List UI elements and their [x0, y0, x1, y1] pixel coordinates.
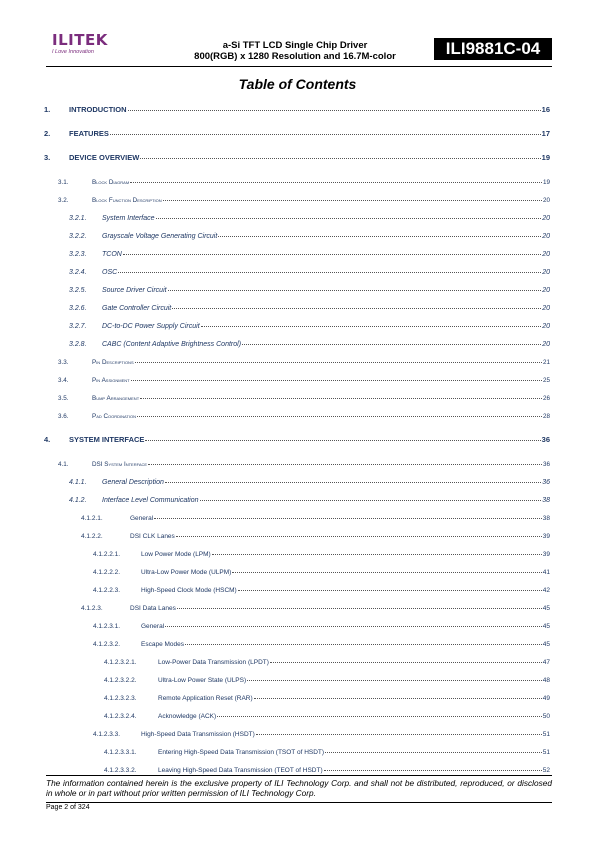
toc-entry[interactable]	[44, 190, 550, 204]
toc-entry-title: FEATURES	[69, 129, 109, 138]
toc-entry-page: 20	[542, 323, 550, 330]
toc-entry-page: 38	[542, 515, 550, 522]
toc-entry-title: Low Power Mode (LPM)	[141, 551, 211, 558]
toc-entry-number: 4.1.2.3.1.	[93, 623, 121, 630]
toc-entry-number: 4.1.2.3.3.2.	[104, 767, 137, 774]
toc-entry[interactable]	[44, 100, 550, 114]
toc-dot-leader	[201, 326, 542, 327]
toc-entry-number: 3.2.5.	[69, 287, 87, 294]
toc-entry-title: TCON	[102, 251, 122, 258]
toc-entry-title: Interface Level Communication	[102, 497, 199, 504]
toc-entry[interactable]	[44, 334, 550, 348]
toc-entry-page: 36	[542, 479, 550, 486]
toc-entry-title: DEVICE OVERVIEW	[69, 153, 140, 162]
toc-entry-number: 4.1.2.2.	[81, 533, 103, 540]
toc-entry-number: 3.2.2.	[69, 233, 87, 240]
toc-entry-page: 36	[542, 461, 550, 468]
toc-dot-leader	[130, 182, 542, 183]
toc-entry-title: General	[130, 515, 154, 522]
toc-dot-leader	[172, 308, 541, 309]
toc-entry-title: DSI CLK Lanes	[130, 533, 175, 540]
confidentiality-notice: The information contained herein is the exclusive property of ILI Technology Corp. and shall not be distributed, reproduced, or disclosed in whole or in part without prior written permission of ILI Technology Corp.	[46, 778, 552, 798]
toc-entry-page: 28	[542, 413, 550, 420]
toc-entry-number: 4.1.2.3.2.	[93, 641, 121, 648]
toc-entry-page: 41	[542, 569, 550, 576]
toc-entry-title: Ultra-Low Power State (ULPS)	[158, 677, 247, 684]
toc-dot-leader	[254, 698, 542, 699]
toc-entry[interactable]	[44, 280, 550, 294]
toc-entry-page: 51	[542, 749, 550, 756]
toc-dot-leader	[163, 200, 542, 201]
toc-entry[interactable]	[44, 262, 550, 276]
toc-entry-number: 4.1.2.3.2.1.	[104, 659, 137, 666]
toc-entry-page: 50	[542, 713, 550, 720]
toc-entry-title: System Interface	[102, 215, 155, 222]
toc-dot-leader	[110, 134, 541, 135]
toc-dot-leader	[154, 518, 542, 519]
toc-entry[interactable]	[44, 472, 550, 486]
logo-wordmark: ILITEK	[52, 31, 108, 49]
toc-entry-number: 3.1.	[58, 179, 69, 186]
toc-entry-title: Pin Assignment	[92, 377, 130, 384]
toc-entry-number: 4.1.2.3.	[81, 605, 103, 612]
toc-dot-leader	[137, 416, 542, 417]
toc-entry-number: 3.3.	[58, 359, 69, 366]
footer-rule-top	[46, 775, 552, 776]
toc-entry-page: 26	[542, 395, 550, 402]
toc-entry-number: 4.1.2.	[69, 497, 87, 504]
toc-entry-number: 4.1.	[58, 461, 69, 468]
toc-entry-number: 3.6.	[58, 413, 69, 420]
toc-entry-title: CABC (Content Adaptive Brightness Control)	[102, 341, 242, 348]
toc-entry-number: 4.1.1.	[69, 479, 87, 486]
toc-dot-leader	[270, 662, 542, 663]
toc-entry-page: 20	[542, 215, 550, 222]
toc-entry[interactable]	[44, 454, 550, 468]
toc-entry-number: 4.1.2.2.2.	[93, 569, 121, 576]
toc-entry[interactable]	[44, 430, 550, 444]
toc-entry-title: General	[141, 623, 165, 630]
toc-heading: Table of Contents	[238, 76, 357, 92]
toc-dot-leader	[177, 608, 542, 609]
toc-entry[interactable]	[44, 724, 550, 738]
toc-entry-page: 52	[542, 767, 550, 774]
toc-dot-leader	[217, 716, 542, 717]
logo-tagline: I Love Innovation	[52, 49, 94, 55]
toc-dot-leader	[118, 272, 541, 273]
toc-entry-title: DC-to-DC Power Supply Circuit	[102, 323, 200, 330]
toc-entry[interactable]	[44, 406, 550, 420]
toc-entry-page: 45	[542, 641, 550, 648]
toc-entry-page: 25	[542, 377, 550, 384]
toc-dot-leader	[218, 236, 541, 237]
toc-entry[interactable]	[44, 760, 550, 774]
toc-entry-number: 3.5.	[58, 395, 69, 402]
toc-entry-page: 16	[541, 105, 550, 114]
toc-entry-page: 47	[542, 659, 550, 666]
toc-entry-title: Pin Descriptions	[92, 359, 134, 366]
toc-entry[interactable]	[44, 598, 550, 612]
toc-entry-title: Block Function Description	[92, 197, 162, 204]
toc-entry[interactable]	[44, 562, 550, 576]
toc-dot-leader	[325, 752, 542, 753]
toc-dot-leader	[135, 362, 542, 363]
toc-entry-page: 20	[542, 197, 550, 204]
toc-entry-number: 3.2.	[58, 197, 69, 204]
toc-entry-number: 4.1.2.3.3.	[93, 731, 121, 738]
toc-entry-title: Acknowledge (ACK)	[158, 713, 217, 720]
toc-entry-title: Block Diagram	[92, 179, 130, 186]
toc-dot-leader	[165, 626, 542, 627]
toc-entry-page: 20	[542, 233, 550, 240]
toc-entry-page: 49	[542, 695, 550, 702]
toc-entry-number: 4.1.2.3.3.1.	[104, 749, 137, 756]
toc-dot-leader	[232, 572, 541, 573]
document-title-line1: a-Si TFT LCD Single Chip Driver	[222, 40, 368, 51]
toc-entry-number: 3.4.	[58, 377, 69, 384]
toc-entry[interactable]	[44, 124, 550, 138]
toc-entry-number: 3.2.7.	[69, 323, 87, 330]
toc-entry[interactable]	[44, 490, 550, 504]
toc-dot-leader	[148, 464, 542, 465]
toc-entry[interactable]	[44, 706, 550, 720]
toc-entry-title: Leaving High-Speed Data Transmission (TEOT of HSDT)	[158, 767, 323, 774]
toc-entry[interactable]	[44, 244, 550, 258]
toc-entry[interactable]	[44, 370, 550, 384]
toc-entry-number: 4.	[44, 435, 51, 444]
toc-entry-title: Source Driver Circuit	[102, 287, 167, 294]
toc-entry-page: 45	[542, 623, 550, 630]
toc-entry[interactable]	[44, 508, 550, 522]
toc-entry[interactable]	[44, 208, 550, 222]
toc-entry-number: 4.1.2.1.	[81, 515, 103, 522]
toc-entry-page: 20	[542, 251, 550, 258]
toc-entry-title: Pad Coordination	[92, 413, 136, 420]
toc-entry[interactable]	[44, 526, 550, 540]
toc-entry-number: 1.	[44, 105, 51, 114]
toc-entry-title: DSI Data Lanes	[130, 605, 176, 612]
toc-entry-title: Bump Arrangement	[92, 395, 140, 402]
toc-dot-leader	[256, 734, 542, 735]
toc-dot-leader	[140, 158, 540, 159]
toc-entry-title: INTRODUCTION	[69, 105, 127, 114]
toc-entry-page: 39	[542, 551, 550, 558]
toc-dot-leader	[247, 680, 542, 681]
toc-entry-number: 3.2.8.	[69, 341, 87, 348]
toc-entry[interactable]	[44, 670, 550, 684]
header-rule	[46, 66, 552, 67]
toc-entry-page: 42	[542, 587, 550, 594]
toc-dot-leader	[123, 254, 541, 255]
toc-entry[interactable]	[44, 388, 550, 402]
footer-rule-bottom	[46, 802, 552, 803]
toc-entry[interactable]	[44, 352, 550, 366]
toc-dot-leader	[128, 110, 541, 111]
toc-entry-number: 4.1.2.2.1.	[93, 551, 121, 558]
toc-entry-page: 38	[542, 497, 550, 504]
toc-entry-page: 45	[542, 605, 550, 612]
toc-dot-leader	[324, 770, 542, 771]
toc-entry-number: 2.	[44, 129, 51, 138]
toc-entry[interactable]	[44, 148, 550, 162]
toc-entry-number: 3.2.4.	[69, 269, 87, 276]
toc-entry-title: Entering High-Speed Data Transmission (TSOT of HSDT)	[158, 749, 325, 756]
toc-entry-page: 36	[541, 435, 550, 444]
document-title-line2: 800(RGB) x 1280 Resolution and 16.7M-color	[194, 51, 396, 62]
toc-entry-title: SYSTEM INTERFACE	[69, 435, 145, 444]
toc-entry-title: OSC	[102, 269, 118, 276]
page-header	[46, 30, 552, 66]
ilitek-logo	[52, 32, 108, 56]
toc-entry[interactable]	[44, 634, 550, 648]
toc-entry-title: Low-Power Data Transmission (LPDT)	[158, 659, 269, 666]
toc-entry-title: Ultra-Low Power Mode (ULPM)	[141, 569, 232, 576]
toc-dot-leader	[200, 500, 542, 501]
toc-entry-page: 17	[541, 129, 550, 138]
toc-entry-title: Gate Controller Circuit	[102, 305, 172, 312]
toc-dot-leader	[242, 344, 541, 345]
toc-entry[interactable]	[44, 742, 550, 756]
toc-dot-leader	[168, 290, 542, 291]
toc-entry-title: High-Speed Clock Mode (HSCM)	[141, 587, 237, 594]
toc-dot-leader	[238, 590, 542, 591]
toc-entry[interactable]	[44, 688, 550, 702]
toc-entry-number: 4.1.2.3.2.3.	[104, 695, 137, 702]
toc-dot-leader	[145, 440, 540, 441]
toc-entry-page: 20	[542, 305, 550, 312]
toc-entry-page: 21	[542, 359, 550, 366]
toc-entry[interactable]	[44, 226, 550, 240]
toc-entry-number: 3.2.3.	[69, 251, 87, 258]
toc-entry-title: Remote Application Reset (RAR)	[158, 695, 253, 702]
toc-entry[interactable]	[44, 172, 550, 186]
toc-dot-leader	[140, 398, 542, 399]
toc-entry-number: 3.2.1.	[69, 215, 87, 222]
toc-dot-leader	[185, 644, 542, 645]
toc-entry-title: Grayscale Voltage Generating Circuit	[102, 233, 218, 240]
toc-entry-page: 19	[542, 179, 550, 186]
toc-dot-leader	[131, 380, 542, 381]
document-title	[180, 40, 410, 62]
toc-entry-page: 48	[542, 677, 550, 684]
toc-dot-leader	[165, 482, 541, 483]
toc-entry[interactable]	[44, 298, 550, 312]
toc-entry-title: Escape Modes	[141, 641, 184, 648]
toc-entry-number: 3.	[44, 153, 51, 162]
toc-entry-title: DSI System Interface	[92, 461, 148, 468]
toc-entry-title: General Description	[102, 479, 164, 486]
toc-entry-page: 20	[542, 269, 550, 276]
toc-entry[interactable]	[44, 316, 550, 330]
part-number-badge: ILI9881C-04	[434, 38, 552, 60]
toc-entry-page: 51	[542, 731, 550, 738]
toc-entry-page: 39	[542, 533, 550, 540]
toc-entry-number: 4.1.2.3.2.2.	[104, 677, 137, 684]
toc-entry-page: 20	[542, 341, 550, 348]
toc-dot-leader	[176, 536, 542, 537]
toc-entry-number: 4.1.2.3.2.4.	[104, 713, 137, 720]
toc-entry[interactable]	[44, 580, 550, 594]
toc-entry-page: 19	[541, 153, 550, 162]
toc-entry-title: High-Speed Data Transmission (HSDT)	[141, 731, 255, 738]
toc-dot-leader	[156, 218, 542, 219]
toc-entry-number: 3.2.6.	[69, 305, 87, 312]
toc-entry-page: 20	[542, 287, 550, 294]
page-number: Page 2 of 324	[46, 804, 90, 811]
toc-dot-leader	[212, 554, 542, 555]
toc-entry[interactable]	[44, 616, 550, 630]
toc-entry-number: 4.1.2.2.3.	[93, 587, 121, 594]
toc-entry[interactable]	[44, 544, 550, 558]
toc-entry[interactable]	[44, 652, 550, 666]
